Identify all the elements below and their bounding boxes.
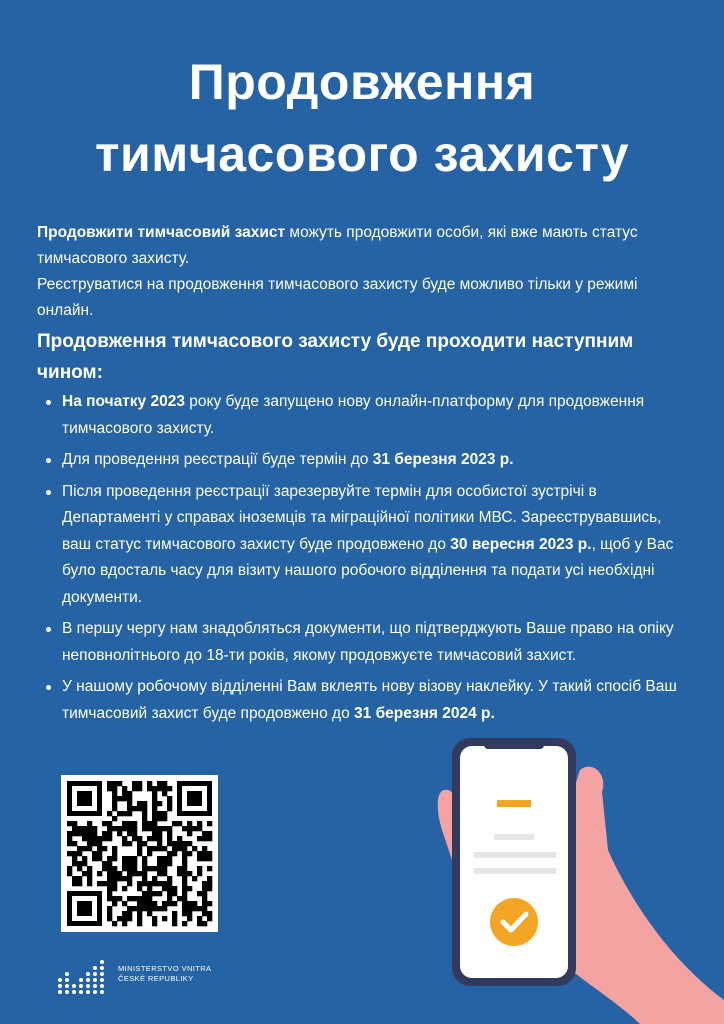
screen-line-1 xyxy=(494,834,534,840)
bullet-4-text: В першу чергу нам знадобляться документи, що підтверджують Ваше право на опіку неповнолітнього до 18-ти років, якому продовжуєте тимчасовий захист. xyxy=(62,620,674,664)
bullet-3-bold: 30 вересня 2023 р. xyxy=(450,535,592,553)
title-line-2: тимчасового захисту xyxy=(94,126,629,182)
bullet-5-bold: 31 березня 2024 р. xyxy=(354,704,495,722)
title-line-1: Продовження xyxy=(188,54,536,110)
intro-text xyxy=(37,220,687,324)
page-title xyxy=(0,46,724,190)
qr-code-icon xyxy=(61,775,218,932)
bullet-1-bold: На початку 2023 xyxy=(62,393,185,410)
bullet-item-3 xyxy=(37,479,687,612)
intro-bold: Продовжити тимчасовий захист xyxy=(37,224,286,241)
qr-code[interactable] xyxy=(61,775,218,932)
bullet-5-text: У нашому робочому відділенні Вам вклеять нову візову наклейку. У такий спосіб Ваш тимчасовий захист буде продовжено до xyxy=(62,678,677,722)
bullet-1-text: року буде запущено нову онлайн-платформу для продовження тимчасового захисту. xyxy=(62,393,645,437)
screen-line-2 xyxy=(474,852,556,858)
bullet-2-bold: 31 березня 2023 р. xyxy=(372,451,514,468)
logo-line-2: ČESKÉ REPUBLIKY xyxy=(118,974,194,983)
screen-line-3 xyxy=(474,868,556,874)
section-heading: Продовження тимчасового захисту буде проходити наступним чином: xyxy=(37,331,634,383)
ministry-logo-text xyxy=(118,964,211,984)
bullet-item-5 xyxy=(37,674,687,727)
bullet-2-text: Для проведення реєстрації буде термін до xyxy=(62,451,373,468)
screen-accent-bar xyxy=(497,800,531,807)
intro-paragraph-1 xyxy=(37,220,687,272)
bullet-3-rest: , щоб у Вас було вдосталь часу для візиту нашого робочого відділення та подати усі необхідні документи. xyxy=(62,535,674,606)
intro-paragraph-2: Реєструватися на продовження тимчасового захисту буде можливо тільки у режимі онлайн. xyxy=(37,276,638,319)
intro-rest: можуть продовжити особи, які вже мають статус тимчасового захисту. xyxy=(37,224,638,267)
phone-notch xyxy=(484,740,544,749)
bullet-item-1 xyxy=(37,389,687,442)
phone-illustration-icon xyxy=(430,730,724,1024)
logo-line-1: MINISTERSTVO VNITRA xyxy=(118,964,212,973)
check-circle xyxy=(490,898,538,946)
bullet-item-2 xyxy=(37,447,687,474)
bullet-item-4 xyxy=(37,616,687,669)
bullet-list xyxy=(37,389,687,732)
bullet-3-text: Після проведення реєстрації зарезервуйте термін для особистої зустрічі в Департаменті у справах іноземців та міграційної політики МВС. Зареєструвавшись, ваш статус тимчасового захисту буде продовжено до xyxy=(62,482,662,553)
